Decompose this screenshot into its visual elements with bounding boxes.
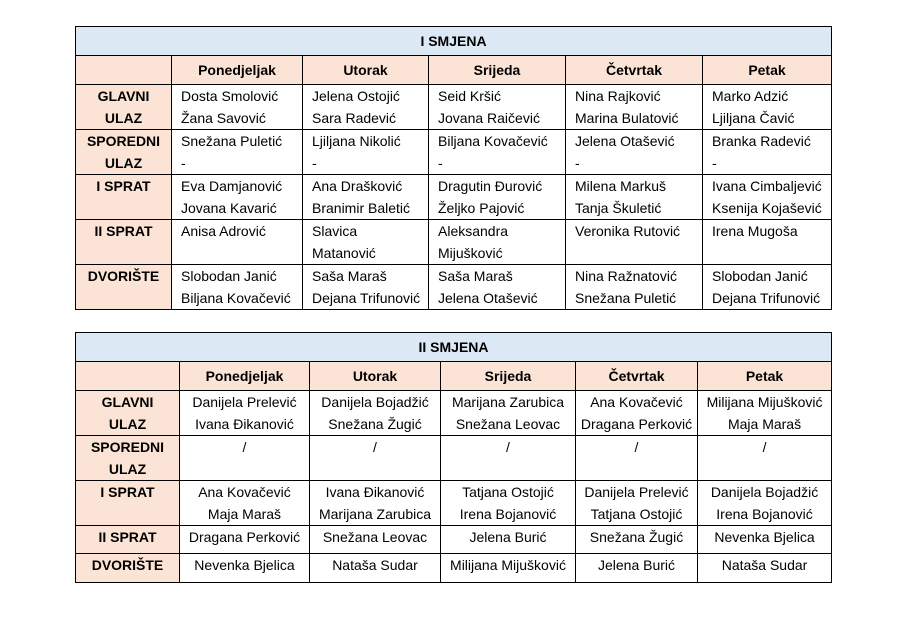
shift1-table: [75, 26, 832, 310]
schedule-cell: [698, 481, 832, 526]
location-label-line: I SPRAT: [100, 484, 155, 500]
schedule-row: [76, 265, 832, 310]
header-day: Petak: [703, 56, 832, 85]
staff-name: Dosta Smolović: [181, 88, 279, 104]
schedule-cell: [566, 175, 703, 220]
staff-name: Ivana Đikanović: [325, 484, 425, 500]
schedule-cell: [576, 391, 698, 436]
location-label-line: GLAVNI: [101, 394, 154, 410]
schedule-cell: [441, 436, 576, 481]
schedule-cell: [310, 526, 441, 554]
schedule-row: [76, 526, 832, 554]
shift1-header-row: [76, 56, 832, 85]
staff-name: Ana Drašković: [312, 178, 403, 194]
location-label: [76, 220, 172, 265]
location-label-line: DVORIŠTE: [87, 268, 160, 284]
staff-name: Maja Maraš: [727, 416, 802, 432]
header-day: Utorak: [303, 56, 429, 85]
schedule-cell: [698, 436, 832, 481]
location-label-line: II SPRAT: [98, 529, 157, 545]
staff-name: Danijela Prelević: [192, 394, 297, 410]
staff-name: Jovana Kavarić: [181, 200, 277, 216]
staff-name: Jelena Otašević: [575, 133, 675, 149]
staff-name: Snežana Puletić: [181, 133, 283, 149]
staff-name: Tatjana Ostojić: [462, 484, 554, 500]
staff-name: Jovana Raičević: [438, 110, 540, 126]
location-label: [76, 265, 172, 310]
staff-name: Nevenka Bjelica: [194, 557, 295, 573]
schedule-cell: [310, 436, 441, 481]
staff-name: Saša Maraš: [438, 268, 513, 284]
schedule-cell: [703, 130, 832, 175]
location-label-line: ULAZ: [108, 461, 147, 477]
staff-name: Snežana Leovac: [322, 529, 428, 545]
staff-name: Ljiljana Čavić: [712, 110, 795, 126]
staff-name: Slobodan Janić: [181, 268, 277, 284]
shift2-title: II SMJENA: [76, 333, 832, 362]
staff-name: Irena Bojanović: [716, 506, 813, 522]
shift1-title: I SMJENA: [76, 27, 832, 56]
schedule-cell: [180, 554, 310, 583]
staff-name: Tanja Škuletić: [575, 200, 662, 216]
staff-name: Seid Kršić: [438, 88, 502, 104]
schedule-cell: [172, 175, 303, 220]
staff-name: -: [438, 155, 443, 171]
staff-name: /: [634, 439, 639, 455]
staff-name: Tatjana Ostojić: [590, 506, 683, 522]
schedule-cell: [703, 175, 832, 220]
staff-name: Ljiljana Nikolić: [312, 133, 401, 149]
staff-name: Marijana Zarubica: [318, 506, 432, 522]
staff-name: -: [181, 155, 186, 171]
location-label: [76, 526, 180, 554]
staff-name: Marko Adzić: [712, 88, 789, 104]
staff-name: Dragana Perković: [580, 416, 693, 432]
header-day: Ponedjeljak: [172, 56, 303, 85]
schedule-row: [76, 175, 832, 220]
staff-name: Anisa Adrović: [181, 223, 266, 239]
schedule-row: [76, 130, 832, 175]
staff-name: Jelena Burić: [469, 529, 547, 545]
schedule-cell: [698, 526, 832, 554]
schedule-cell: [303, 85, 429, 130]
staff-name: Biljana Kovačević: [438, 133, 548, 149]
staff-name: Irena Bojanović: [459, 506, 557, 522]
location-label: [76, 130, 172, 175]
staff-name: Dragutin Đurović: [438, 178, 543, 194]
staff-name: Slobodan Janić: [712, 268, 808, 284]
schedule-cell: [172, 220, 303, 265]
location-label: [76, 554, 180, 583]
staff-name: Snežana Leovac: [455, 416, 561, 432]
staff-name: Eva Damjanović: [181, 178, 283, 194]
staff-name: Milijana Mijušković: [450, 557, 566, 573]
schedule-cell: [566, 220, 703, 265]
staff-name: Biljana Kovačević: [181, 290, 291, 306]
staff-name: Maja Maraš: [207, 506, 282, 522]
schedule-row: [76, 220, 832, 265]
location-label: [76, 175, 172, 220]
header-corner: [76, 362, 180, 391]
location-label-line: ULAZ: [104, 110, 143, 126]
location-label-line: SPOREDNI: [90, 439, 165, 455]
schedule-cell: [303, 265, 429, 310]
schedule-cell: [576, 436, 698, 481]
staff-name: Danijela Bojadžić: [710, 484, 819, 500]
location-label: [76, 85, 172, 130]
schedule-cell: [180, 481, 310, 526]
staff-name: Ana Kovačević: [590, 394, 683, 410]
schedule-cell: [180, 526, 310, 554]
schedule-cell: [566, 130, 703, 175]
shift2-body: [76, 391, 832, 583]
schedule-cell: [310, 481, 441, 526]
schedule-cell: [703, 265, 832, 310]
schedule-cell: [172, 85, 303, 130]
schedule-cell: [566, 85, 703, 130]
staff-name: Nataša Sudar: [332, 557, 418, 573]
staff-name: Jelena Ostojić: [312, 88, 400, 104]
location-label: [76, 436, 180, 481]
header-day: Srijeda: [441, 362, 576, 391]
schedule-row: [76, 436, 832, 481]
schedule-cell: [576, 554, 698, 583]
schedule-cell: [180, 436, 310, 481]
header-day: Četvrtak: [566, 56, 703, 85]
staff-name: /: [762, 439, 767, 455]
staff-name: Jelena Burić: [597, 557, 676, 573]
schedule-cell: [303, 220, 429, 265]
staff-name: Ana Kovačević: [198, 484, 291, 500]
schedule-cell: [441, 391, 576, 436]
schedule-cell: [703, 220, 832, 265]
staff-name: Snežana Žugić: [328, 416, 422, 432]
location-label: [76, 481, 180, 526]
staff-name: Veronika Rutović: [575, 223, 681, 239]
staff-name: Snežana Žugić: [589, 529, 684, 545]
staff-name: Sara Radević: [312, 110, 397, 126]
schedule-cell: [303, 175, 429, 220]
header-day: Srijeda: [429, 56, 566, 85]
header-day: Utorak: [310, 362, 441, 391]
staff-name: Marina Bulatović: [575, 110, 679, 126]
schedule-row: [76, 554, 832, 583]
schedule-row: [76, 481, 832, 526]
staff-name: Nina Rajković: [575, 88, 661, 104]
staff-name: Matanović: [312, 245, 376, 261]
staff-name: Nataša Sudar: [721, 557, 808, 573]
staff-name: -: [312, 155, 317, 171]
header-day: Ponedjeljak: [180, 362, 310, 391]
shift1-body: [76, 85, 832, 310]
staff-name: -: [712, 155, 717, 171]
staff-name: -: [575, 155, 580, 171]
staff-name: Danijela Prelević: [584, 484, 689, 500]
header-day: Četvrtak: [576, 362, 698, 391]
schedule-cell: [429, 220, 566, 265]
schedule-cell: [303, 130, 429, 175]
schedule-cell: [698, 554, 832, 583]
schedule-cell: [172, 265, 303, 310]
staff-name: Dejana Trifunović: [312, 290, 421, 306]
staff-name: Milijana Mijušković: [706, 394, 823, 410]
schedule-row: [76, 391, 832, 436]
staff-name: Irena Mugoša: [712, 223, 798, 239]
location-label-line: ULAZ: [108, 416, 147, 432]
location-label-line: ULAZ: [104, 155, 143, 171]
staff-name: Ivana Đikanović: [195, 416, 294, 432]
staff-name: Aleksandra: [438, 223, 509, 239]
header-corner: [76, 56, 172, 85]
schedule-cell: [703, 85, 832, 130]
staff-name: Nina Ražnatović: [575, 268, 677, 284]
staff-name: Ivana Cimbaljević: [712, 178, 822, 194]
staff-name: Dragana Perković: [188, 529, 301, 545]
schedule-cell: [310, 554, 441, 583]
staff-name: Danijela Bojadžić: [321, 394, 429, 410]
schedule-cell: [441, 526, 576, 554]
schedule-cell: [566, 265, 703, 310]
staff-name: Snežana Puletić: [575, 290, 677, 306]
staff-name: Željko Pajović: [438, 200, 525, 216]
schedule-cell: [429, 85, 566, 130]
location-label-line: GLAVNI: [97, 88, 150, 104]
location-label-line: II SPRAT: [94, 223, 153, 239]
schedule-cell: [429, 130, 566, 175]
staff-name: /: [373, 439, 377, 455]
schedule-cell: [429, 265, 566, 310]
schedule-cell: [576, 526, 698, 554]
staff-name: Žana Savović: [181, 110, 266, 126]
location-label-line: DVORIŠTE: [91, 557, 164, 573]
staff-name: Jelena Otašević: [438, 290, 538, 306]
staff-name: Mijušković: [438, 245, 503, 261]
schedule-cell: [429, 175, 566, 220]
staff-name: Saša Maraš: [312, 268, 387, 284]
schedule-cell: [576, 481, 698, 526]
staff-name: Nevenka Bjelica: [714, 529, 815, 545]
staff-name: Ksenija Kojašević: [712, 200, 822, 216]
staff-name: Dejana Trifunović: [712, 290, 821, 306]
staff-name: /: [506, 439, 510, 455]
staff-name: /: [242, 439, 247, 455]
staff-name: Marijana Zarubica: [451, 394, 565, 410]
location-label-line: I SPRAT: [96, 178, 151, 194]
staff-name: Slavica: [312, 223, 358, 239]
schedule-cell: [441, 481, 576, 526]
schedule-cell: [172, 130, 303, 175]
schedule-cell: [698, 391, 832, 436]
schedule-cell: [310, 391, 441, 436]
location-label: [76, 391, 180, 436]
location-label-line: SPOREDNI: [86, 133, 161, 149]
schedule-cell: [441, 554, 576, 583]
staff-name: Milena Markuš: [575, 178, 667, 194]
schedule-cell: [180, 391, 310, 436]
schedule-row: [76, 85, 832, 130]
shift2-table: [75, 332, 832, 583]
staff-name: Branka Radević: [712, 133, 811, 149]
shift2-header-row: [76, 362, 832, 391]
staff-name: Branimir Baletić: [312, 200, 411, 216]
header-day: Petak: [698, 362, 832, 391]
